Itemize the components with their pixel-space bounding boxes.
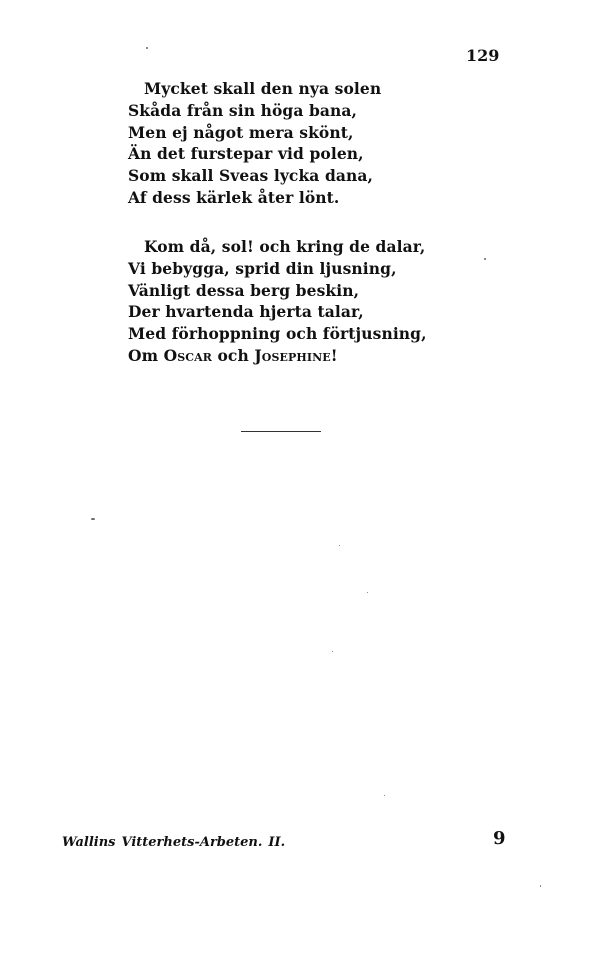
name-josephine: Josephine: [254, 345, 331, 365]
paper-speck: [91, 518, 95, 520]
poem-line: Än det furstepar vid polen,: [128, 144, 364, 164]
poem-line: Som skall Sveas lycka dana,: [128, 166, 374, 186]
poem-stanza-2: [128, 236, 427, 367]
poem-line: Der hvartenda hjerta talar,: [128, 302, 364, 322]
footer-volume: II.: [268, 835, 286, 850]
footer-signature-mark: 9: [493, 828, 506, 849]
footer-work: Vitterhets-Arbeten.: [121, 835, 263, 850]
poem-line: Vänligt dessa berg beskin,: [128, 280, 360, 300]
line-prefix: Om: [128, 345, 164, 365]
poem-line: Skåda från sin höga bana,: [128, 100, 358, 120]
paper-speck: [339, 545, 340, 546]
line-conjunction: och: [212, 345, 255, 365]
paper-speck: [384, 795, 385, 796]
poem-line: Vi bebygga, sprid din ljusning,: [128, 258, 397, 278]
paper-speck: [146, 47, 148, 49]
poem-stanza-1: [128, 78, 381, 209]
poem-line: Af dess kärlek åter lönt.: [128, 187, 340, 207]
footer-signature-line: [62, 835, 285, 850]
footer-author: Wallins: [62, 835, 116, 850]
line-suffix: !: [330, 345, 338, 365]
poem-line-final: [128, 345, 427, 367]
paper-speck: [540, 885, 541, 887]
poem-line: Men ej något mera skönt,: [128, 122, 354, 142]
paper-speck: [484, 258, 486, 260]
section-divider: [241, 431, 321, 432]
paper-speck: [332, 651, 333, 652]
name-oscar: Oscar: [163, 345, 212, 365]
poem-line: Med förhoppning och förtjusning,: [128, 324, 427, 344]
page-number: 129: [466, 46, 500, 65]
poem-line: Mycket skall den nya solen: [144, 79, 382, 98]
poem-line: Kom då, sol! och kring de dalar,: [144, 237, 426, 256]
paper-speck: [367, 592, 368, 593]
